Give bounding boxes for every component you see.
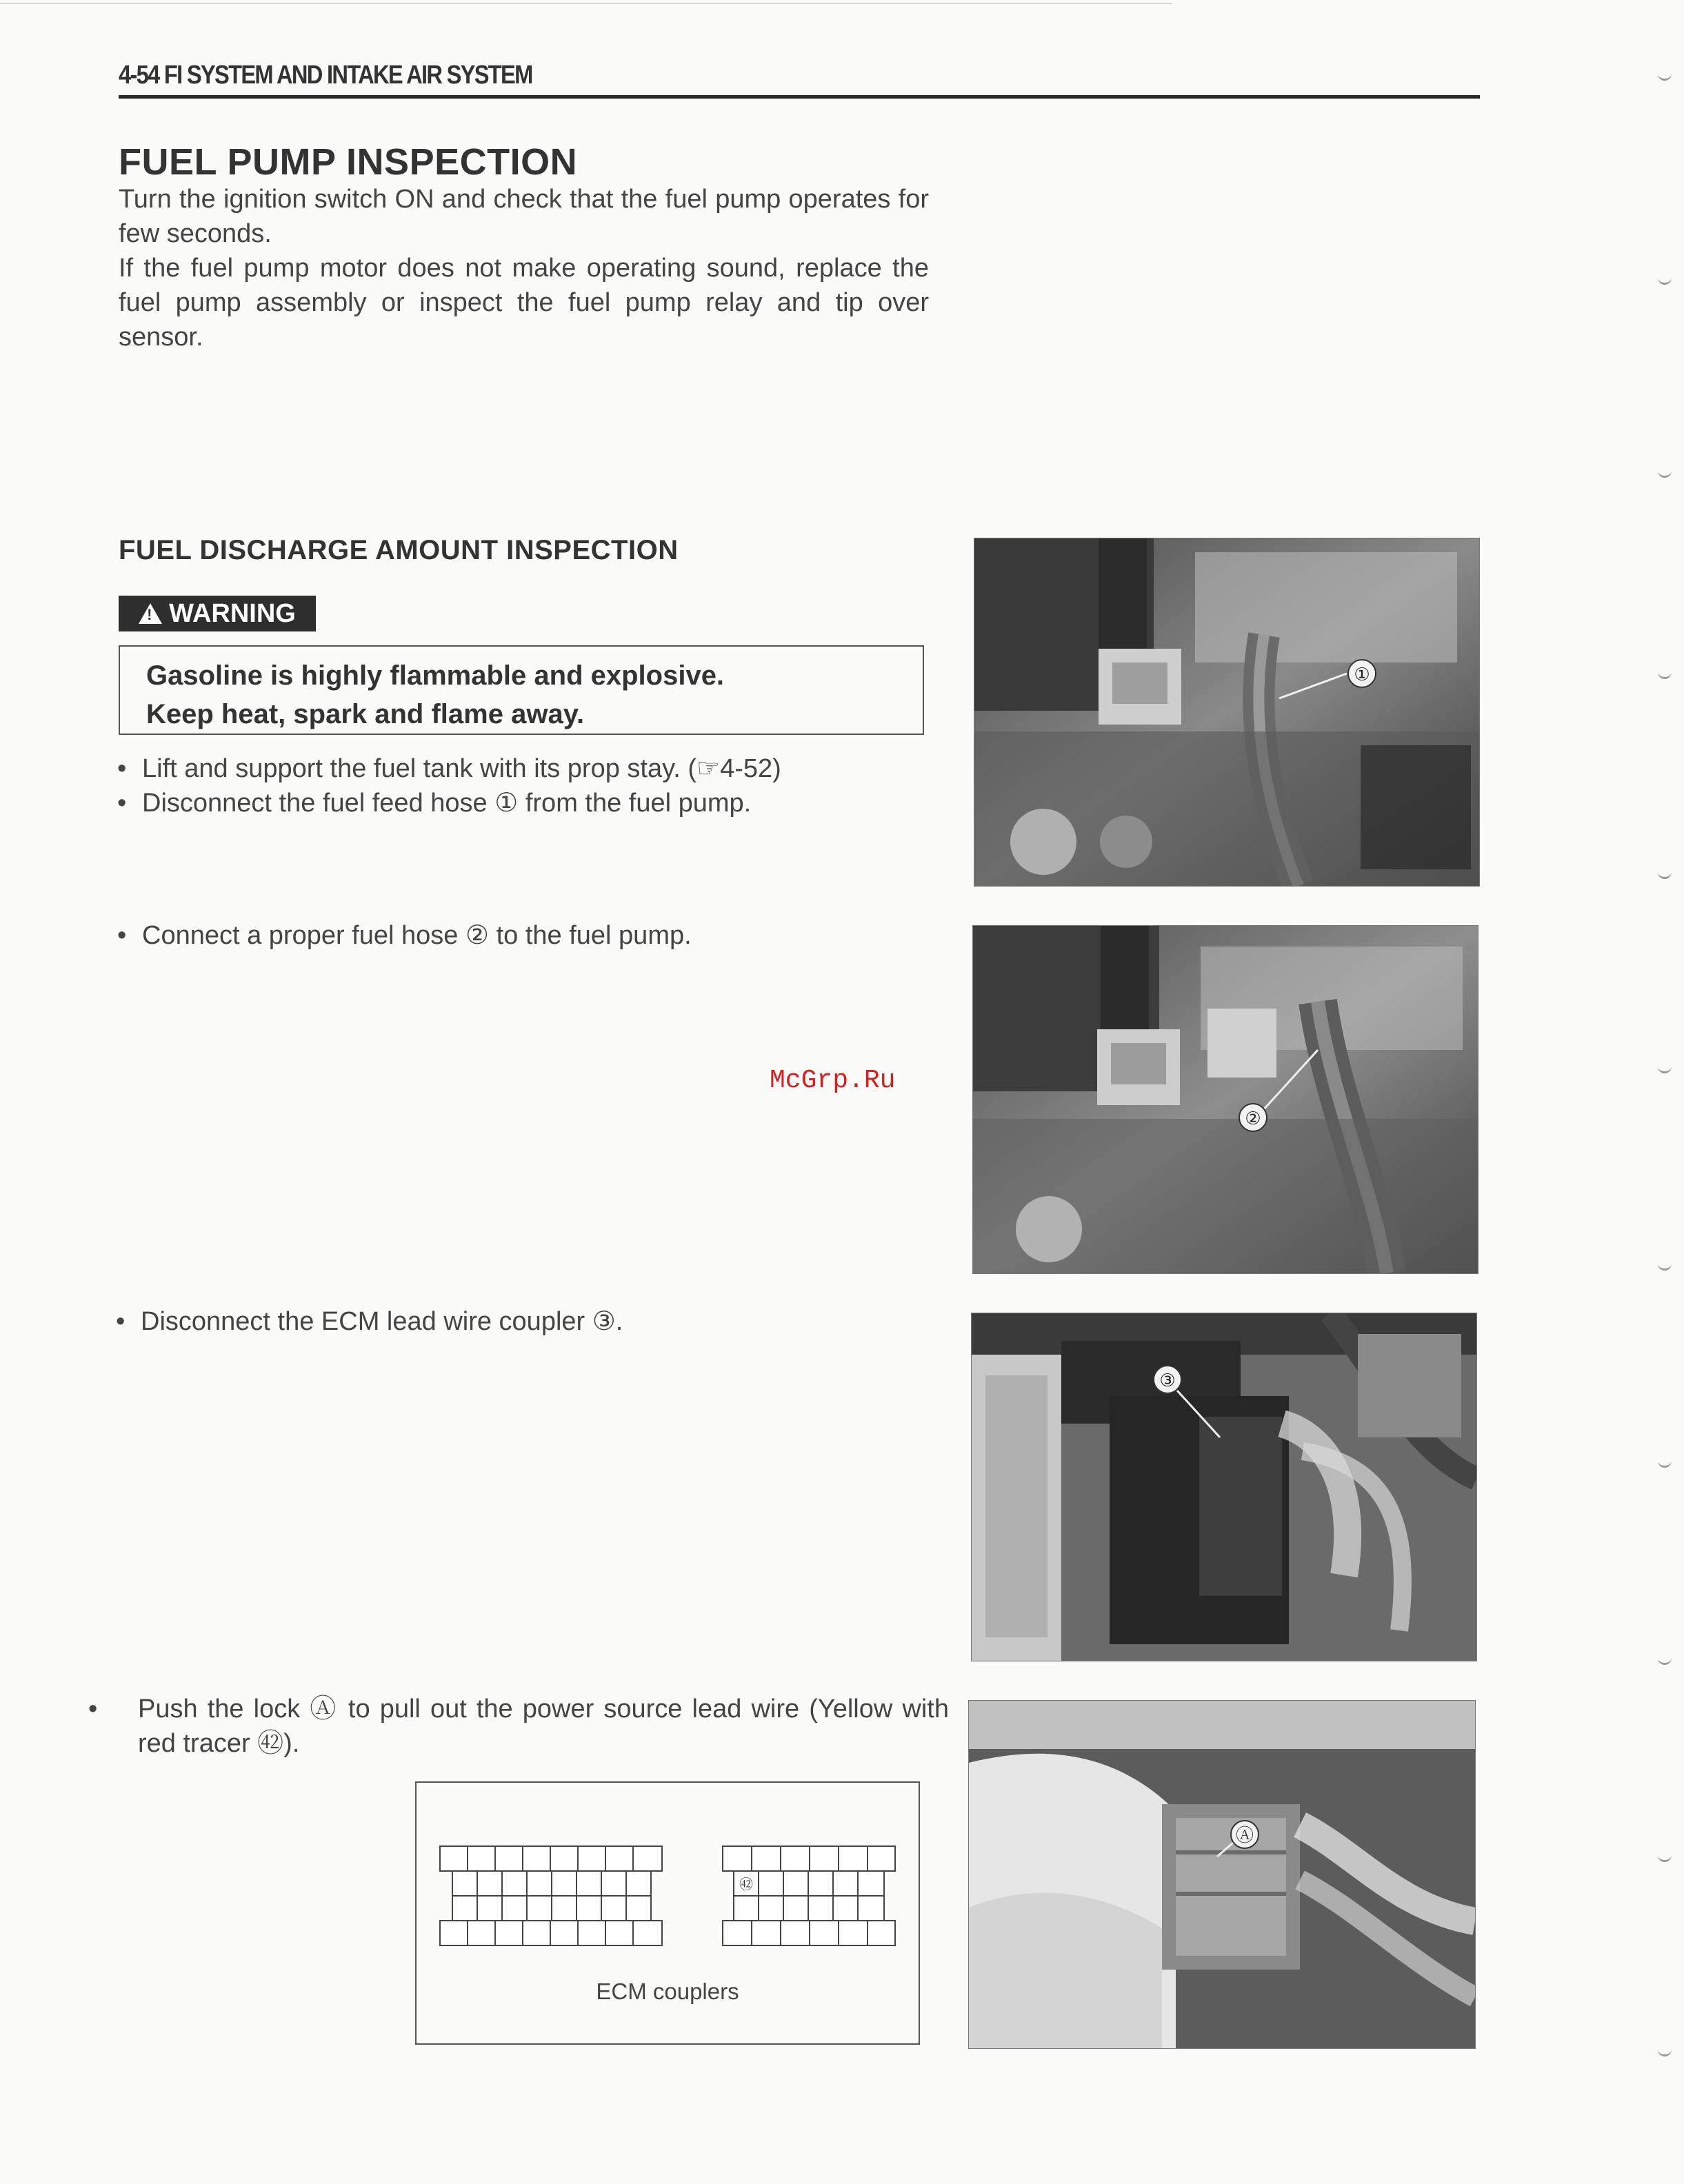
binding-mark: [1658, 667, 1672, 679]
ecm-couplers-diagram: [415, 1781, 920, 2045]
watermark: McGrp.Ru: [770, 1066, 896, 1095]
binding-mark: [1658, 867, 1672, 879]
section-title-fuel-pump-inspection: FUEL PUMP INSPECTION: [119, 141, 578, 183]
warning-box: [119, 645, 924, 735]
step-connect-hose: • Connect a proper fuel hose ② to the fuel pump.: [117, 921, 692, 950]
callout-1: ①: [1354, 665, 1370, 685]
top-edge-line: [0, 3, 1172, 4]
step-text: Connect a proper fuel hose ② to the fuel pump.: [142, 921, 692, 950]
step-disconnect-ecm: • Disconnect the ECM lead wire coupler ③.: [116, 1307, 623, 1336]
pin-42-label: ㊷: [739, 1876, 753, 1892]
binding-mark: [1658, 466, 1672, 478]
paragraph-replace-pump: If the fuel pump motor does not make operating sound, replace the fuel pump assembly or inspect the fuel pump relay and tip over sensor.: [119, 254, 929, 352]
step-disconnect-hose: • Disconnect the fuel feed hose ① from the fuel pump.: [117, 789, 752, 818]
callout-2: ②: [1245, 1109, 1261, 1129]
photo-ecm-coupler-art: [972, 1313, 1476, 1661]
photo-fuel-feed-hose: [974, 538, 1480, 887]
photo-proper-fuel-hose-art: [973, 926, 1478, 1273]
step-lift-tank: • Lift and support the fuel tank with its prop stay. (☞4-52): [117, 754, 781, 783]
warning-triangle-icon: [139, 603, 162, 624]
photo-push-lock: [968, 1700, 1476, 2049]
photo-fuel-feed-hose-art: [974, 538, 1479, 886]
step-text: Push the lock Ⓐ to pull out the power source lead wire (Yellow with red tracer ㊷).: [138, 1695, 949, 1758]
warning-line-1: Gasoline is highly flammable and explosive.: [146, 660, 725, 691]
step-text: Lift and support the fuel tank with its prop stay. (☞4-52): [142, 754, 781, 783]
step-text: Disconnect the ECM lead wire coupler ③.: [141, 1307, 623, 1336]
photo-push-lock-art: [969, 1701, 1475, 2048]
warning-label: WARNING: [169, 598, 296, 628]
binding-mark: [1658, 1850, 1672, 1862]
photo-proper-fuel-hose: [972, 925, 1478, 1274]
binding-mark: [1658, 1456, 1672, 1468]
warning-badge: [119, 596, 316, 631]
binding-mark: [1658, 69, 1672, 81]
callout-a: Ⓐ: [1235, 1826, 1254, 1846]
binding-mark: [1658, 1062, 1672, 1073]
binding-mark: [1658, 1653, 1672, 1665]
step-push-lock: • Push the lock Ⓐ to pull out the power source lead wire (Yellow with red tracer ㊷).: [88, 1695, 949, 1758]
warning-line-2: Keep heat, spark and flame away.: [146, 699, 585, 729]
page-header: 4-54 FI SYSTEM AND INTAKE AIR SYSTEM: [119, 61, 532, 90]
diagram-caption: ECM couplers: [596, 1979, 739, 2004]
step-text: Disconnect the fuel feed hose ① from the fuel pump.: [142, 789, 752, 818]
binding-mark: [1658, 2045, 1672, 2056]
header-rule: [119, 95, 1480, 99]
photo-ecm-coupler: [971, 1313, 1477, 1661]
callout-3: ③: [1159, 1371, 1176, 1391]
binding-mark: [1658, 1259, 1672, 1271]
section-title-fuel-discharge: FUEL DISCHARGE AMOUNT INSPECTION: [119, 535, 679, 565]
paragraph-ignition-check: Turn the ignition switch ON and check that the fuel pump operates for few seconds.: [119, 185, 929, 248]
binding-mark: [1658, 273, 1672, 285]
